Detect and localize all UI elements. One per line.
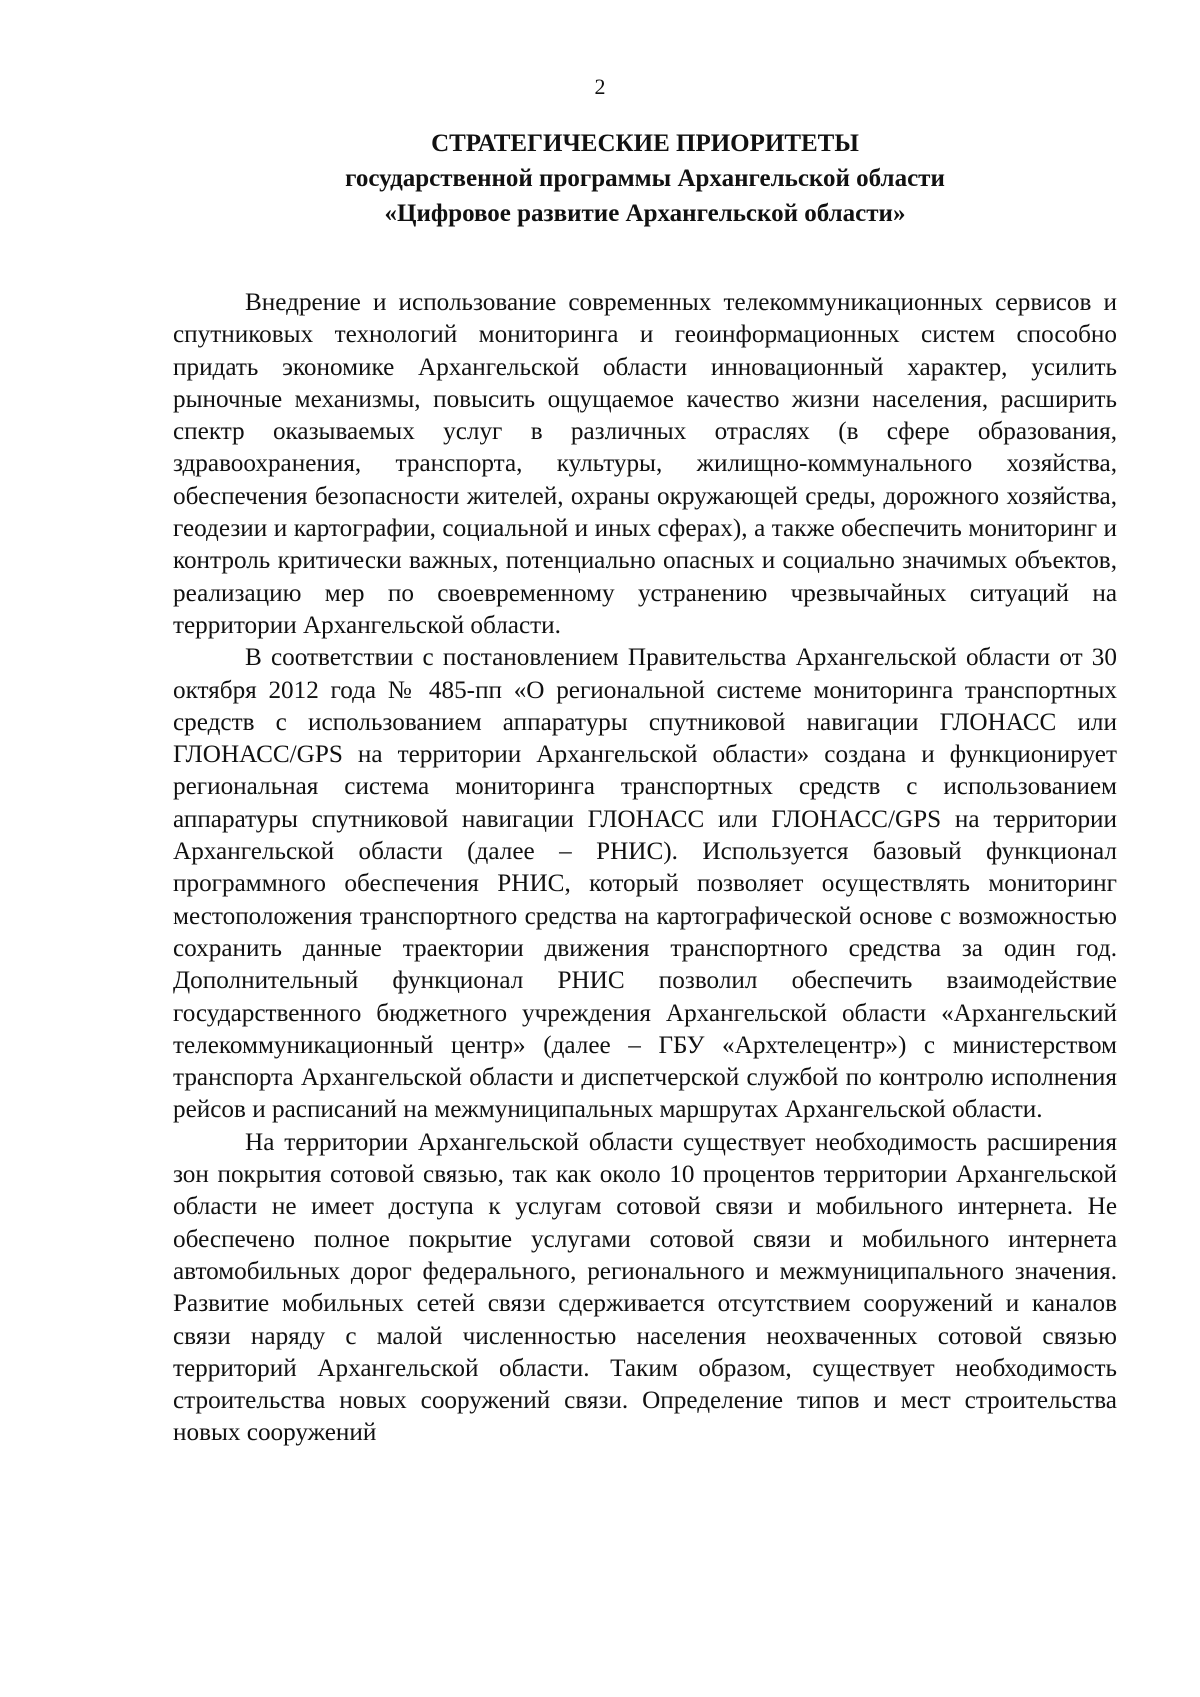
document-title [150, 126, 1140, 231]
paragraph-3: На территории Архангельской области существует необходимость расширения зон покрытия сотовой связью, так как около 10 процентов территории Архангельской области не имеет доступа к услугам сотовой связи и мобильного интернета. Не обеспечено полное покрытие услугами сотовой связи и мобильного интернета автомобильных дорог федерального, регионального и межмуниципального значения. Развитие мобильных сетей связи сдерживается отсутствием сооружений и каналов связи наряду с малой численностью населения неохваченных сотовой связью территорий Архангельской области. Таким образом, существует необходимость строительства новых сооружений связи. Определение типов и мест строительства новых сооружений [173, 1128, 1117, 1447]
page-number: 2 [594, 74, 606, 99]
title-line-2: государственной программы Архангельской области [345, 165, 945, 192]
paragraph-1: Внедрение и использование современных телекоммуникационных сервисов и спутниковых технологий мониторинга и геоинформационных систем способно придать экономике Архангельской области инновационный характер, усилить рыночные механизмы, повысить ощущаемое качество жизни населения, расширить спектр оказываемых услуг в различных отраслях (в сфере образования, здравоохранения, транспорта, культуры, жилищно-коммунального хозяйства, обеспечения безопасности жителей, охраны окружающей среды, дорожного хозяйства, геодезии и картографии, социальной и иных сферах), а также обеспечить мониторинг и контроль критически важных, потенциально опасных и социально значимых объектов, реализацию мер по своевременному устранению чрезвычайных ситуаций на территории Архангельской области. [173, 289, 1117, 639]
document-body [173, 287, 1117, 1450]
title-line-3: «Цифровое развитие Архангельской области» [384, 200, 906, 227]
title-line-1: СТРАТЕГИЧЕСКИЕ ПРИОРИТЕТЫ [431, 130, 859, 157]
paragraph-2: В соответствии с постановлением Правительства Архангельской области от 30 октября 2012 года № 485-пп «О региональной системе мониторинга транспортных средств с использованием аппаратуры спутниковой навигации ГЛОНАСС или ГЛОНАСС/GPS на территории Архангельской области» создана и функционирует региональная система мониторинга транспортных средств с использованием аппаратуры спутниковой навигации ГЛОНАСС или ГЛОНАСС/GPS на территории Архангельской области (далее – РНИС). Используется базовый функционал программного обеспечения РНИС, который позволяет осуществлять мониторинг местоположения транспортного средства на картографической основе с возможностью сохранить данные траектории движения транспортного средства за один год. Дополнительный функционал РНИС позволил обеспечить взаимодействие государственного бюджетного учреждения Архангельской области «Архангельский телекоммуникационный центр» (далее – ГБУ «Архтелецентр») с министерством транспорта Архангельской области и диспетчерской службой по контролю исполнения рейсов и расписаний на межмуниципальных маршрутах Архангельской области. [173, 644, 1117, 1124]
